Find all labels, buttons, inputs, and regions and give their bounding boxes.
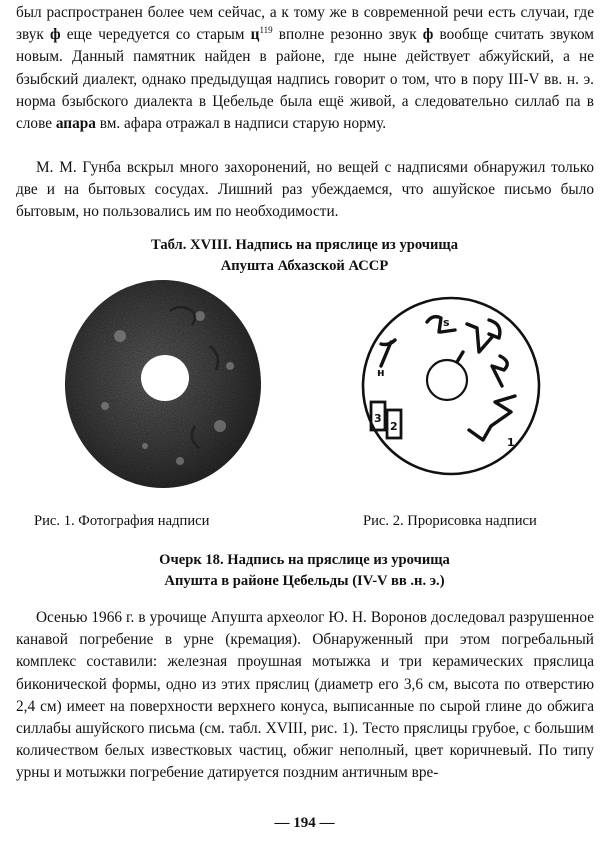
glyph-label: 2: [390, 420, 398, 433]
glyph-label: н: [377, 366, 385, 379]
sound-letter: ф: [49, 26, 61, 44]
glyph-label: 3: [374, 412, 382, 425]
paragraph-continuation: [16, 2, 594, 135]
glyph-label: s: [443, 316, 450, 329]
essay-heading-line: Апушта в районе Цебельды (IV-V вв .н. э.): [164, 573, 445, 589]
word-apara: апара: [55, 115, 96, 133]
footnote-marker: 119: [259, 25, 273, 36]
spindle-whorl-photo: [60, 276, 270, 491]
paragraph-voronov: Осенью 1966 г. в урочище Апушта археолог Ю. Н. Воронов доследовал разрушенное канавой погребение в урне (кремация). Обнаруженный при этом погребальный комплекс составили: железная проушная мотыжка и три керамических пряслица биконической формы, одно из этих пряслиц (диаметр его 3,6 см, высота по отверстию 2,4 см) имеет на поверхности верхнего конуса, выписанные по сырой глине до обжига силлабы ашуйского письма (см. табл. XVIII, рис. 1). Тесто пряслицы грубое, с большим количеством белых известковых частиц, обжиг неполный, цвет коричневый. По типу урны и мотыжки погребение датируется поздним античным вре-: [16, 609, 594, 782]
sound-letter: ф: [422, 26, 434, 44]
glyph-label: 1: [507, 436, 515, 449]
page-number: — 194 —: [274, 815, 335, 831]
figure-1-caption: Рис. 1. Фотография надписи: [34, 513, 210, 529]
paragraph-gunba: М. М. Гунба вскрыл много захоронений, но вещей с надписями обнаружил только две и на бытовых сосудах. Лишний раз убеждаемся, что ашуйское письмо было бытовым, но пользовались им по необходимости.: [16, 159, 594, 221]
text-run: вм. афара отражал в надписи старую норму.: [95, 115, 387, 133]
sound-letter: ц: [250, 26, 260, 44]
text-run: вполне резонно звук: [272, 26, 423, 44]
text-run: еще чередуется со старым: [60, 26, 251, 44]
text-run: вообще считать звуком новым. Данный памятник найден в районе, где ныне действует абжуйский, а не бзыбский диалект, однако предыдущая надпись говорит о том, что в пору III-V вв. н. э. норма бзыбского диалекта в Цебельде была ещё живой, а следовательно силлаб па в слове: [16, 26, 594, 133]
figure-2-caption: Рис. 2. Прорисовка надписи: [363, 513, 537, 529]
table-heading-line: Табл. XVIII. Надпись на пряслице из урочища: [150, 237, 459, 253]
table-heading: [0, 235, 609, 277]
table-heading-line: Апушта Абхазской АССР: [220, 258, 389, 274]
inscription-drawing: [355, 292, 547, 480]
text-run: был распространен более чем сейчас, а к тому же в современной речи есть случаи, где звук: [16, 4, 594, 44]
essay-heading: [0, 550, 609, 592]
essay-heading-line: Очерк 18. Надпись на пряслице из урочища: [159, 552, 450, 568]
